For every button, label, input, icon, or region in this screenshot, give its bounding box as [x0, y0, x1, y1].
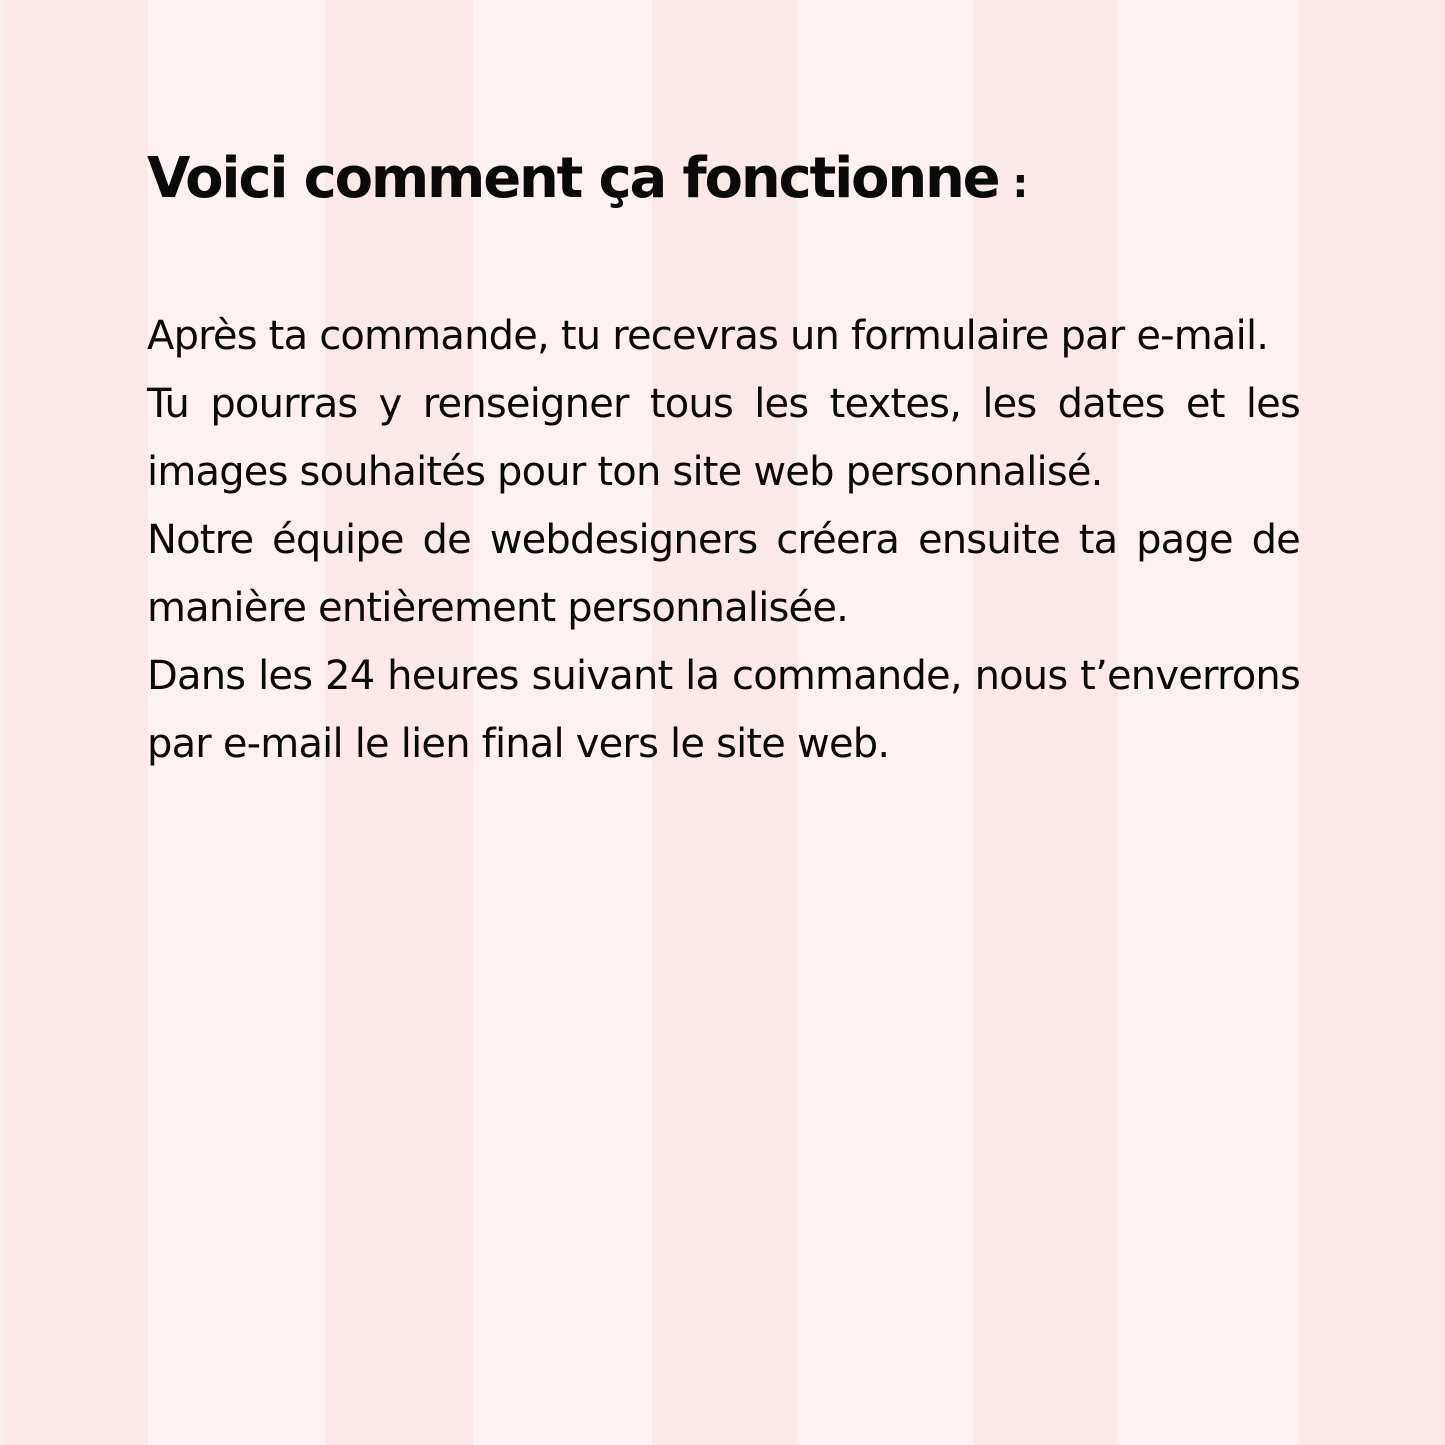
- paragraph-design-team: Notre équipe de webdesigners créera ensuite ta page de manière entièrement personnalisée.: [147, 517, 1300, 631]
- stripe: [1298, 0, 1445, 1445]
- paragraph-delivery-time: Dans les 24 heures suivant la commande, nous t’enverrons par e-mail le lien final vers le site web.: [147, 653, 1300, 767]
- page-title: [147, 139, 1028, 224]
- title-colon: :: [998, 161, 1029, 207]
- paragraph-order-form: Après ta commande, tu recevras un formulaire par e-mail.: [147, 313, 1269, 359]
- title-text: Voici comment ça fonctionne: [147, 146, 999, 211]
- stripe: [3, 0, 148, 1445]
- paragraph-fill-content: Tu pourras y renseigner tous les textes, les dates et les images souhaités pour ton site web personnalisé.: [147, 381, 1300, 495]
- instructions-text: [147, 302, 1300, 778]
